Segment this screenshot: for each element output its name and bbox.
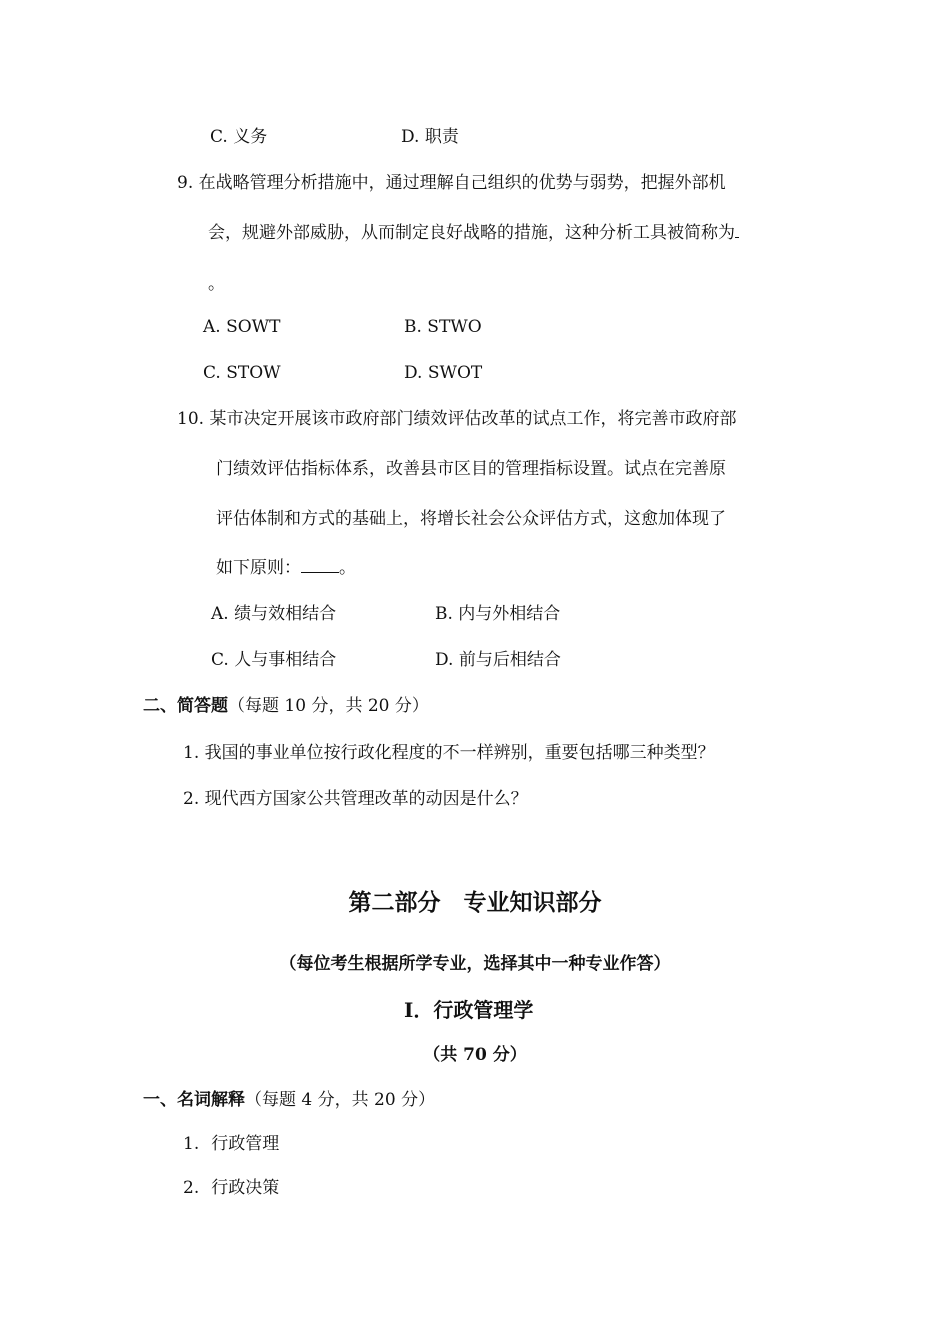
q8-option-c: C. 义务 xyxy=(210,127,268,147)
q10-option-b: B. 内与外相结合 xyxy=(435,604,561,624)
q10-line-4: 如下原则： 。 xyxy=(216,558,356,578)
q10-option-d: D. 前与后相结合 xyxy=(435,650,561,670)
short-answer-q1: 1. 我国的事业单位按行政化程度的不一样辨别，重要包括哪三种类型？ xyxy=(183,743,715,763)
q10-option-a: A. 绩与效相结合 xyxy=(211,604,337,624)
q9-line-1: 9. 在战略管理分析措施中，通过理解自己组织的优势与弱势，把握外部机 xyxy=(177,173,726,193)
part-two-subtitle: （每位考生根据所学专业，选择其中一种专业作答） xyxy=(279,954,671,974)
q10-line-3: 评估体制和方式的基础上，将增长社会公众评估方式，这愈加体现了 xyxy=(216,509,726,529)
q9-option-d: D. SWOT xyxy=(404,363,483,383)
q10-line-2: 门绩效评估指标体系，改善县市区目的管理指标设置。试点在完善原 xyxy=(216,459,726,479)
q8-option-d: D. 职责 xyxy=(401,127,459,147)
q10-option-c: C. 人与事相结合 xyxy=(211,650,337,670)
q9-line-2: 会，规避外部威胁，从而制定良好战略的措施，这种分析工具被简称为 xyxy=(208,222,739,244)
q9-option-a: A. SOWT xyxy=(203,317,281,337)
subject-title: Ⅰ．行政管理学 xyxy=(404,998,534,1022)
answer-blank xyxy=(301,558,339,573)
q9-option-c: C. STOW xyxy=(203,363,281,383)
term-item: 2. 行政决策 xyxy=(183,1178,280,1198)
q10-line-1: 10. 某市决定开展该市政府部门绩效评估改革的试点工作，将完善市政府部 xyxy=(177,409,737,429)
term-item: 1. 行政管理 xyxy=(183,1134,280,1154)
part-two-title: 第二部分 专业知识部分 xyxy=(348,889,602,916)
subject-score: （共 70 分） xyxy=(423,1045,527,1065)
short-answer-q2: 2. 现代西方国家公共管理改革的动因是什么？ xyxy=(183,789,528,809)
q9-line-3: 。 xyxy=(208,274,225,294)
answer-blank xyxy=(735,223,739,238)
section-short-answer-heading: 二、简答题（每题 10 分，共 20 分） xyxy=(143,696,429,716)
q9-option-b: B. STWO xyxy=(404,317,482,337)
section-terms-heading: 一、名词解释（每题 4 分，共 20 分） xyxy=(143,1090,436,1110)
